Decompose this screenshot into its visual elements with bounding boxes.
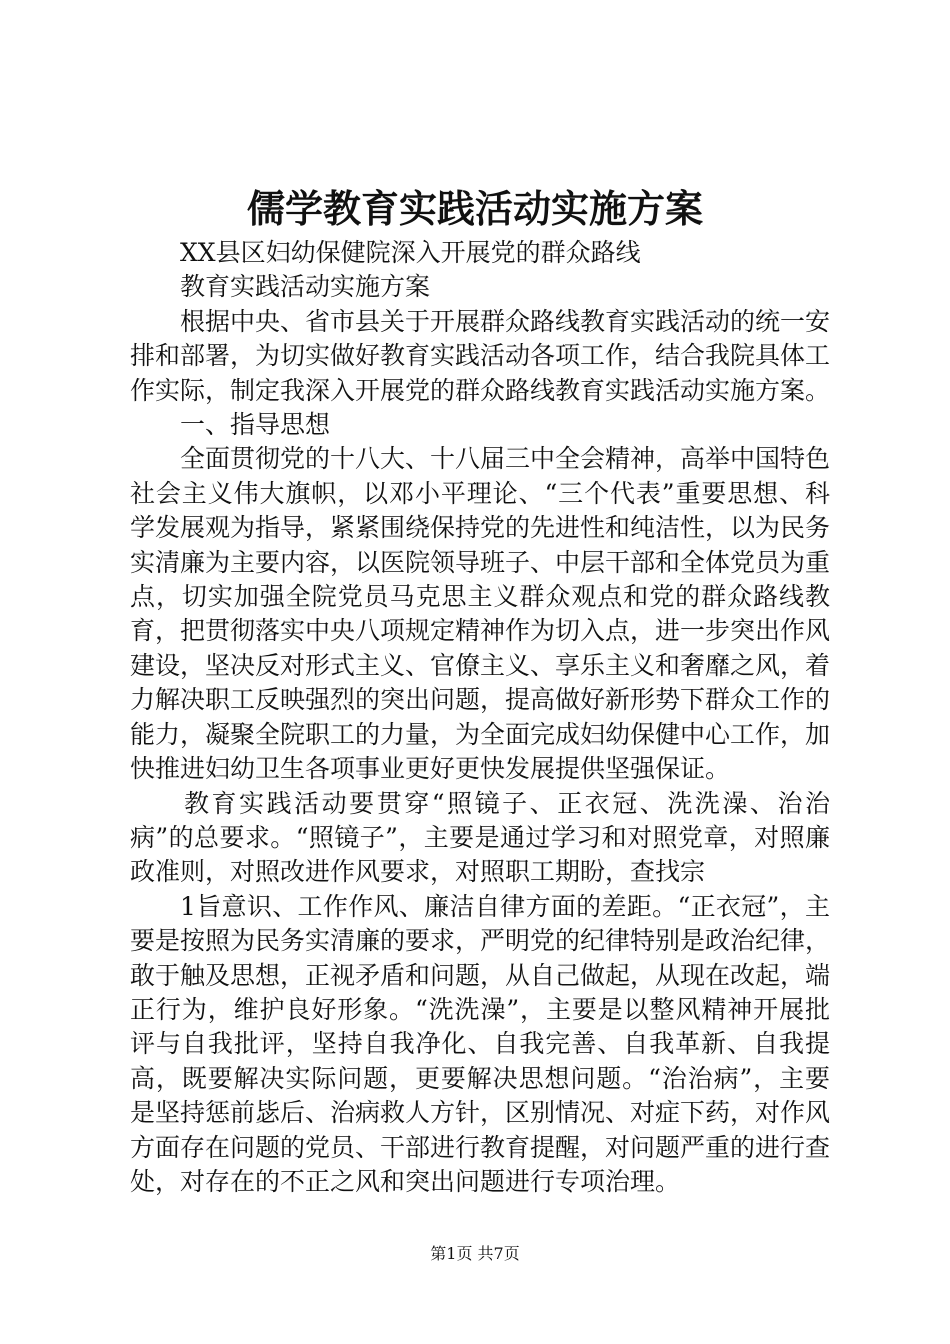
- guiding-thought-paragraph: 全面贯彻党的十八大、十八届三中全会精神，高举中国特色社会主义伟大旗帜，以邓小平理论、“三个代表”重要思想、科学发展观为指导，紧紧围绕保持党的先进性和纯洁性，以为民务实清廉为主要内容，以医院领导班子、中层干部和全体党员为重点，切实加强全院党员马克思主义群众观点和党的群众路线教育，把贯彻落实中央八项规定精神作为切入点，进一步突出作风建设，坚决反对形式主义、官僚主义、享乐主义和奢靡之风，着力解决职工反映强烈的突出问题，提高做好新形势下群众工作的能力，凝聚全院职工的力量，为全面完成妇幼保健中心工作，加快推进妇幼卫生各项事业更好更快发展提供坚强保证。: [130, 444, 831, 784]
- subtitle-line-2: 教育实践活动实施方案: [180, 272, 431, 302]
- document-title: 儒学教育实践活动实施方案: [246, 186, 703, 231]
- requirements-paragraph: 教育实践活动要贯穿“照镜子、正衣冠、洗洗澡、治治病”的总要求。“照镜子”，主要是通过学习和对照党章，对照廉政准则，对照改进作风要求，对照职工期盼，查找宗: [130, 788, 830, 887]
- intro-paragraph: 根据中央、省市县关于开展群众路线教育实践活动的统一安排和部署，为切实做好教育实践活动各项工作，结合我院具体工作实际，制定我深入开展党的群众路线教育实践活动实施方案。: [130, 306, 831, 405]
- document-body: [130, 236, 830, 1199]
- page-footer: 第1页 共7页: [430, 1244, 520, 1263]
- subtitle-line-1: XX县区妇幼保健院深入开展党的群众路线: [180, 238, 641, 267]
- requirements-continued-paragraph: 1旨意识、工作作风、廉洁自律方面的差距。“正衣冠”，主要是按照为民务实清廉的要求，严明党的纪律特别是政治纪律，敢于触及思想，正视矛盾和问题，从自己做起，从现在改起，端正行为，维护良好形象。“洗洗澡”，主要是以整风精神开展批评与自我批评，坚持自我净化、自我完善、自我革新、自我提高，既要解决实际问题，更要解决思想问题。“治治病”，主要是坚持惩前毖后、治病救人方针，区别情况、对症下药，对作风方面存在问题的党员、干部进行教育提醒，对问题严重的进行查处，对存在的不正之风和突出问题进行专项治理。: [130, 891, 831, 1196]
- section-heading-guiding-thought: 一、指导思想: [180, 410, 331, 440]
